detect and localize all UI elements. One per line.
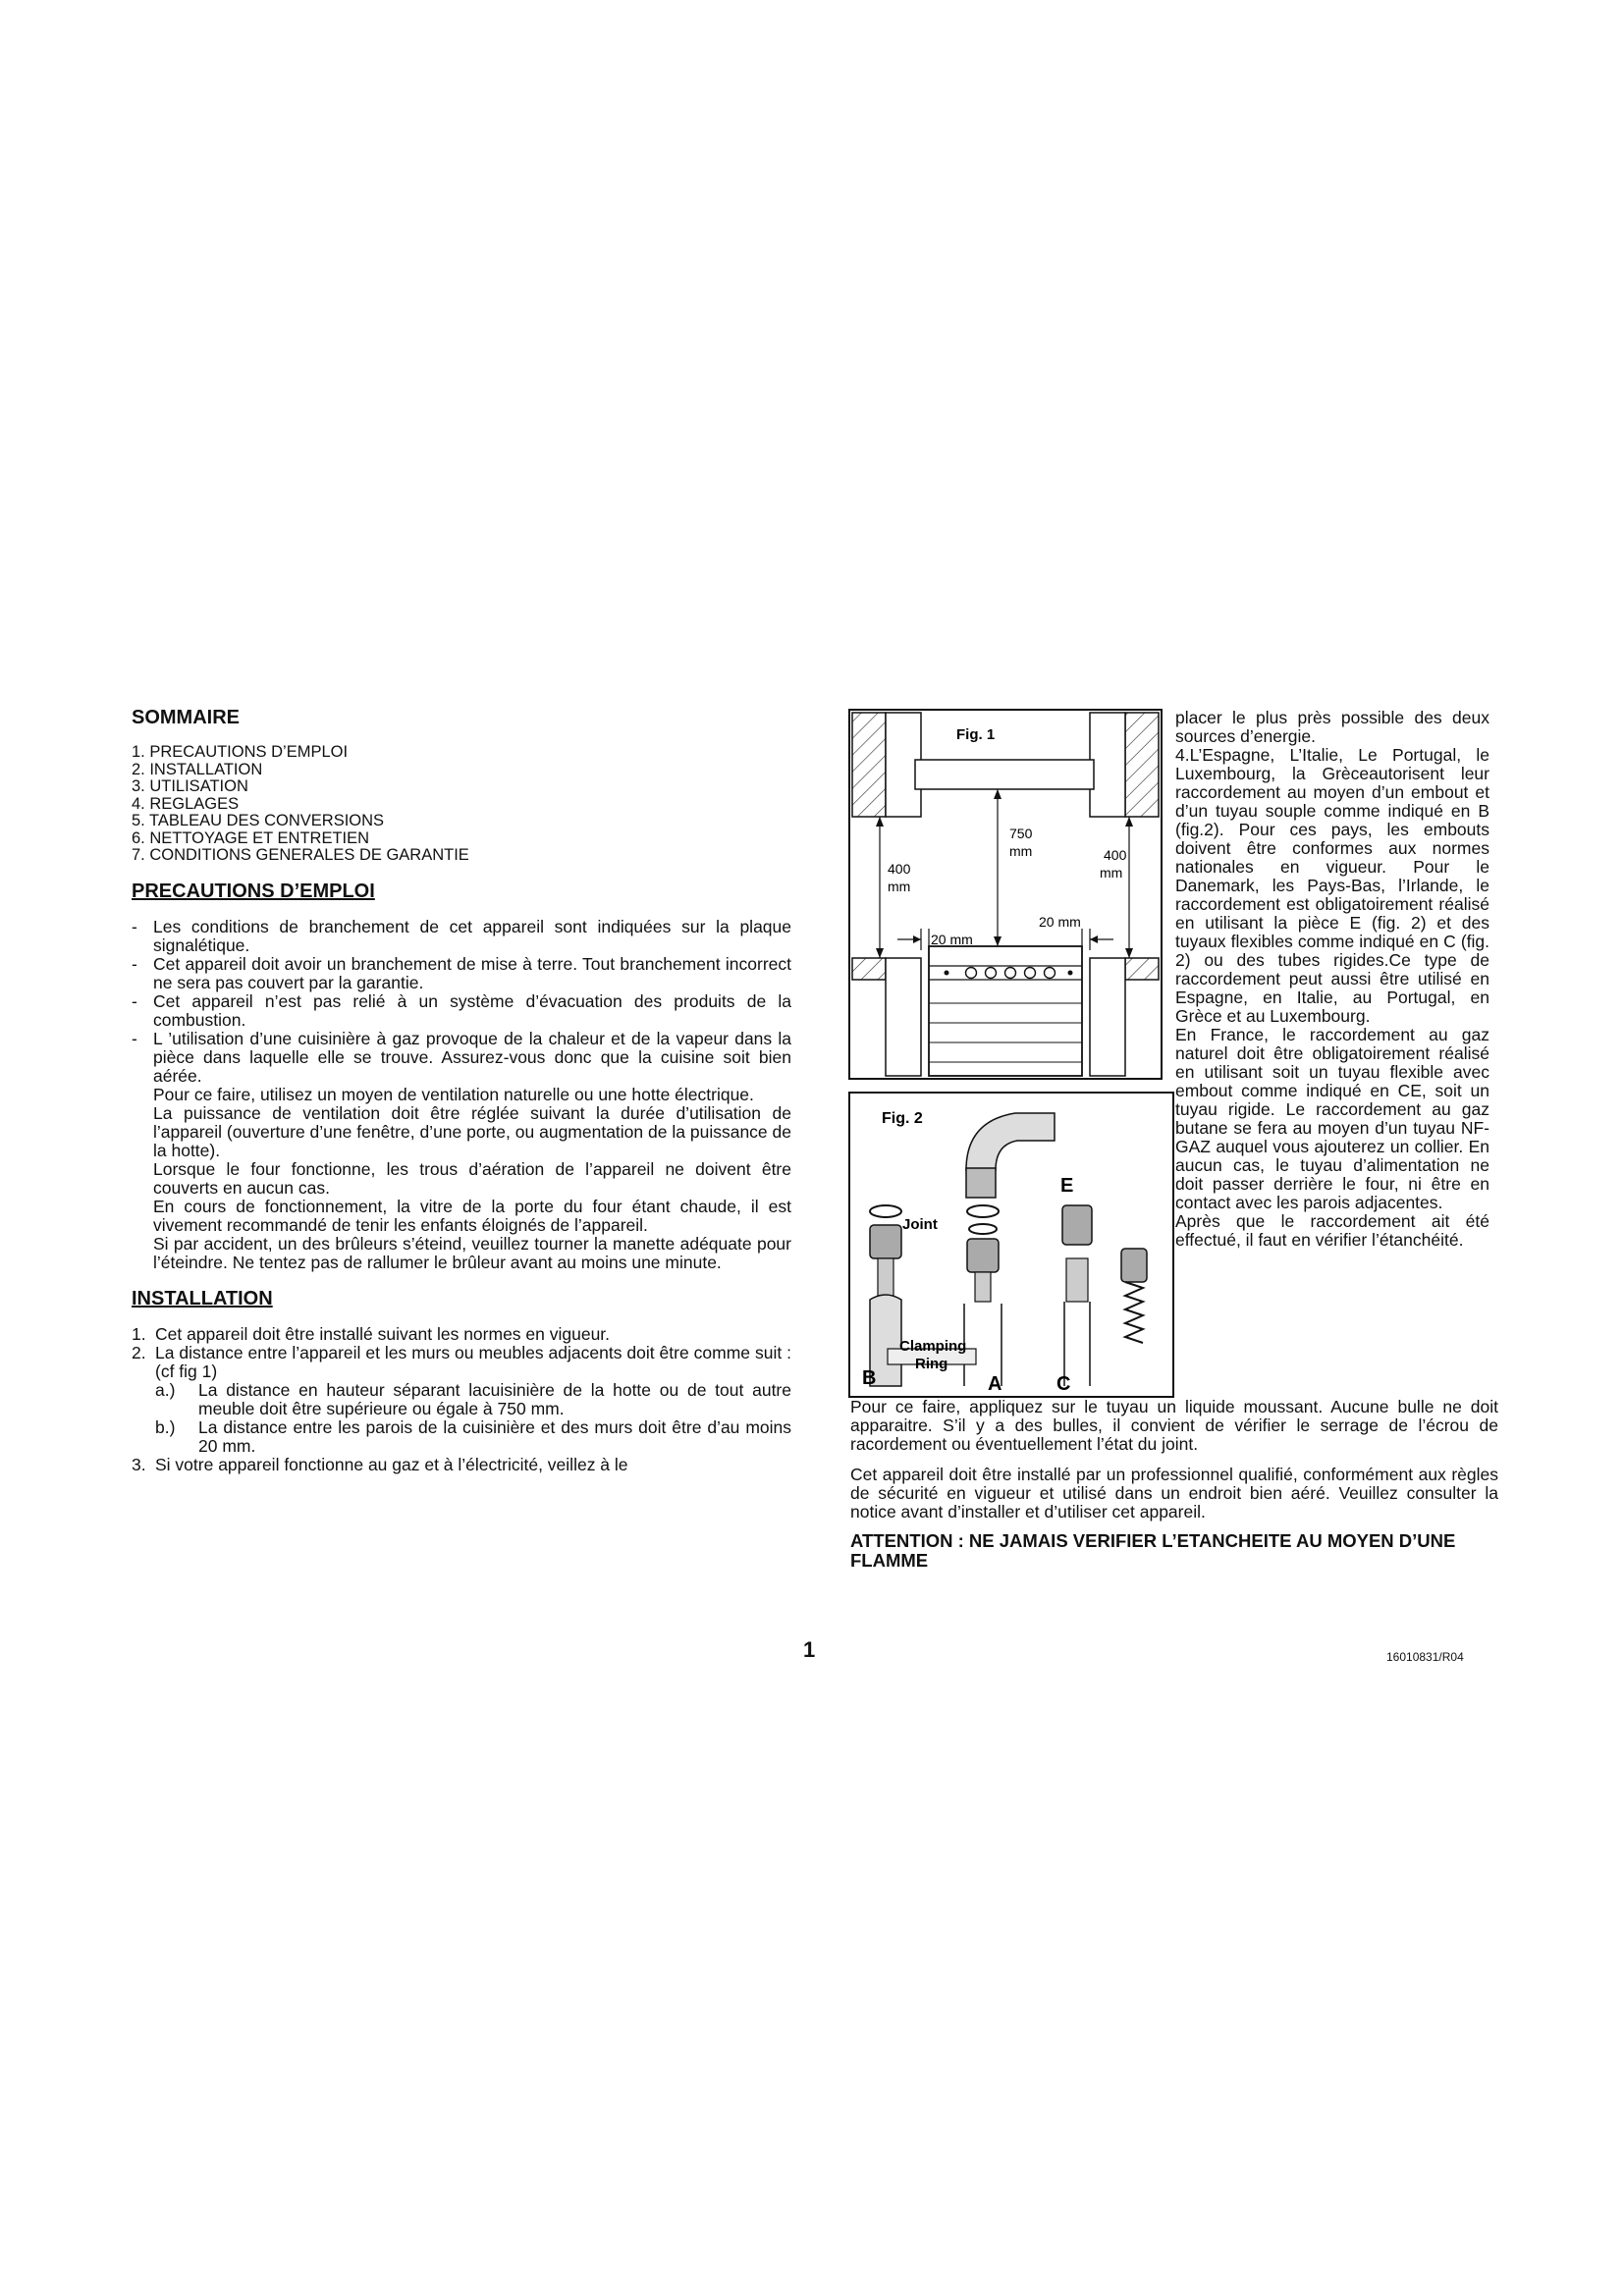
dimension-400-left: 400: [888, 861, 911, 877]
dimension-750-unit: mm: [1009, 843, 1033, 859]
installation-subtext: La distance en hauteur séparant lacuisinière de la hotte ou de tout autre meuble doit être supérieure ou égale à 750 mm.: [198, 1379, 791, 1418]
figure-2-label: Fig. 2: [882, 1110, 923, 1127]
elbow-nut: [966, 1168, 996, 1198]
installation-text: Si votre appareil fonctionne au gaz et à l’électricité, veillez à le: [155, 1454, 628, 1474]
item-number: 2.: [132, 1342, 146, 1362]
installation-item: [132, 1325, 791, 1344]
precautions-list: [132, 918, 791, 1272]
fitting-e: [1062, 1205, 1092, 1245]
bottom-right-block: [850, 1398, 1498, 1571]
toc-item: 5. TABLEAU DES CONVERSIONS: [132, 812, 385, 829]
sommaire-title: SOMMAIRE: [132, 707, 240, 728]
page-number: 1: [803, 1637, 816, 1662]
letter-e: E: [1060, 1175, 1074, 1197]
toc-item: 2. INSTALLATION: [132, 760, 263, 778]
installation-list: [132, 1325, 791, 1474]
figure-1-installation-distances: [848, 709, 1163, 1080]
precaution-text: En cours de fonctionnement, la vitre de la porte du four étant chaude, il est vivement recommandé de tenir les enfants éloignés de l’appareil.: [153, 1196, 791, 1235]
dimension-400-left-unit: mm: [888, 879, 911, 894]
warning-text: ATTENTION : NE JAMAIS VERIFIER L’ETANCHEITE AU MOYEN D’UNE FLAMME: [850, 1530, 1456, 1571]
precaution-item: [132, 955, 791, 992]
installation-item: [132, 1456, 791, 1474]
item-number: 1.: [132, 1323, 146, 1344]
figure-2-drawing: [848, 1092, 1174, 1398]
precaution-text: La puissance de ventilation doit être réglée suivant la durée d’utilisation de l’appareil (ouverture d’une fenêtre, d’une porte, ou augmentation de la puissance de la hotte).: [153, 1102, 791, 1160]
right-paragraph: Après que le raccordement ait été effectué, il faut en vérifier l’étanchéité.: [1175, 1211, 1489, 1250]
figure-2-gas-connection: [848, 1092, 1174, 1398]
toc-item: 4. REGLAGES: [132, 794, 240, 813]
precautions-heading: PRECAUTIONS D’EMPLOI: [132, 880, 375, 902]
toc-item: 6. NETTOYAGE ET ENTRETIEN: [132, 828, 370, 847]
fitting-c: [1121, 1249, 1147, 1282]
document-reference: 16010831/R04: [1386, 1650, 1464, 1664]
precaution-text: L ’utilisation d’une cuisinière à gaz provoque de la chaleur et de la vapeur dans la pièce dans laquelle elle se trouve. Assurez-vous donc que la cuisine soit bien aérée.: [153, 1028, 791, 1086]
toc-item: 7. CONDITIONS GENERALES DE GARANTIE: [132, 846, 469, 864]
right-counter: [1125, 958, 1159, 980]
installation-subitem: [155, 1381, 791, 1418]
precaution-item: [132, 1030, 791, 1272]
left-counter: [852, 958, 886, 980]
right-paragraph: 4.L’Espagne, L’Italie, Le Portugal, le Luxembourg, la Grèceautorisent leur raccordement au moyen d’un embout et d’un tuyau souple comme indiqué en B (fig.2). Pour ces pays, les embouts doivent être conformes aux normes nationales en vigueur. Pour le Danemark, les Pays-Bas, l’Irlande, le raccordement est obligatoirement réalisé en utilisant la pièce E (fig. 2) et des tuyaux flexibles comme indiqué en C (fig. 2) ou des tubes rigides.Ce type de raccordement peut aussi être utilisé en Espagne, en Italie, au Portugal, en Grèce et au Luxembourg.: [1175, 745, 1489, 1026]
letter-b: B: [862, 1367, 877, 1389]
installation-subitem: [155, 1418, 791, 1456]
letter-a: A: [988, 1373, 1002, 1395]
precaution-text: Pour ce faire, utilisez un moyen de ventilation naturelle ou une hotte électrique.: [153, 1084, 754, 1104]
precaution-text: Lorsque le four fonctionne, les trous d’aération de l’appareil ne doivent être couverts en aucun cas.: [153, 1158, 791, 1198]
right-column: [1175, 709, 1489, 1250]
installation-subtext: La distance entre les parois de la cuisinière et des murs doit être d’au moins 20 mm.: [198, 1416, 791, 1456]
installation-text: Cet appareil doit être installé suivant les normes en vigueur.: [155, 1323, 611, 1344]
left-unit: [886, 958, 921, 1076]
dash-marker: -: [132, 1028, 137, 1048]
dimension-400-right-unit: mm: [1100, 865, 1123, 881]
right-unit: [1090, 958, 1125, 1076]
right-paragraph: En France, le raccordement au gaz naturel doit être obligatoirement réalisé en utilisant soit un tuyau flexible avec embout comme indiqué en CE, soit un tuyau rigide. Le raccordement au gaz butane se fera au moyen d’un tuyau NF-GAZ auquel vous ajouterez un collier. En aucun cas, le tuyau d’alimentation ne doit passer derrière le four, ni être en contact avec les parois adjacentes.: [1175, 1025, 1489, 1212]
table-of-contents: [132, 744, 791, 865]
bottom-paragraph: Cet appareil doit être installé par un professionnel qualifié, conformément aux règles de sécurité en vigueur et utilisé dans un endroit bien aéré. Veuillez consulter la notice avant d’installer et d’utiliser cet appareil.: [850, 1465, 1498, 1522]
dash-marker: -: [132, 953, 137, 974]
dimension-400-right: 400: [1104, 847, 1127, 863]
dash-marker: -: [132, 916, 137, 936]
toc-item: 3. UTILISATION: [132, 777, 248, 795]
joint-label: Joint: [902, 1216, 938, 1233]
figure-1-label: Fig. 1: [956, 726, 996, 743]
installation-text: La distance entre l’appareil et les murs ou meubles adjacents doit être comme suit : (cf fig 1): [155, 1342, 791, 1381]
precaution-item: [132, 992, 791, 1030]
hood: [915, 760, 1094, 789]
installation-item: [132, 1344, 791, 1456]
right-cabinet-face: [1090, 713, 1125, 817]
precaution-text: Les conditions de branchement de cet appareil sont indiquées sur la plaque signalétique.: [153, 916, 791, 955]
item-number: 3.: [132, 1454, 146, 1474]
fitting-b-nut: [870, 1225, 901, 1258]
subitem-marker: a.): [155, 1379, 176, 1400]
right-paragraph: placer le plus près possible des deux sources d’energie.: [1175, 708, 1489, 746]
precaution-item: [132, 918, 791, 955]
gap-left-label: 20 mm: [931, 932, 973, 947]
precaution-text: Cet appareil n’est pas relié à un système d’évacuation des produits de la combustion.: [153, 990, 791, 1030]
dash-marker: -: [132, 990, 137, 1011]
joint-nut: [967, 1239, 999, 1272]
ring-label: Ring: [915, 1356, 948, 1372]
bottom-paragraph: Pour ce faire, appliquez sur le tuyau un liquide moussant. Aucune bulle ne doit apparaitre. S’il y a des bulles, il convient de vérifier le serrage de l’écrou de racordement ou éventuellement l’état du joint.: [850, 1397, 1498, 1454]
clamping-label: Clamping: [899, 1338, 967, 1355]
toc-item: 1. PRECAUTIONS D’EMPLOI: [132, 743, 349, 761]
letter-c: C: [1056, 1373, 1071, 1395]
left-column: [132, 707, 791, 1474]
precaution-text: Cet appareil doit avoir un branchement de mise à terre. Tout branchement incorrect ne sera pas couvert par la garantie.: [153, 953, 791, 992]
right-cabinet: [1125, 713, 1159, 817]
installation-heading: INSTALLATION: [132, 1287, 273, 1309]
precaution-text: Si par accident, un des brûleurs s’éteind, veuillez tourner la manette adéquate pour l’éteindre. Ne tentez pas de rallumer le brûleur avant au moins une minute.: [153, 1233, 791, 1272]
figure-1-drawing: [848, 709, 1163, 1080]
installation-sublist: [155, 1381, 791, 1456]
gap-right-label: 20 mm: [1039, 914, 1081, 930]
subitem-marker: b.): [155, 1416, 176, 1437]
left-cabinet: [852, 713, 886, 817]
dimension-750: 750: [1009, 826, 1033, 841]
